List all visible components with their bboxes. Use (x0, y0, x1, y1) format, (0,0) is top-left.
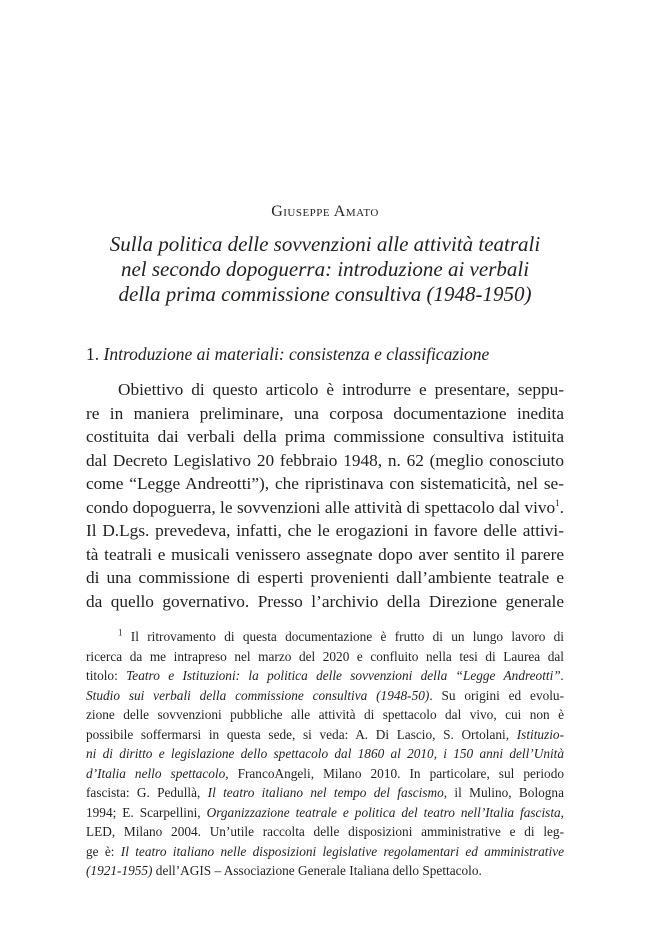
footnote-line: ricerca da me intrapreso nel marzo del 2020 e confluito nella tesi di Laurea dal (86, 648, 564, 664)
cited-title: (1921-1955) (86, 863, 153, 878)
body-line: di una commissione di esperti provenienti dall’ambiente teatrale e (86, 568, 564, 587)
footnote-line: LED, Milano 2004. Un’utile raccolta delle disposizioni amministrative e di leg- (86, 824, 564, 839)
body-line-text: condo dopoguerra, le sovvenzioni alle attività di spettacolo dal vivo (86, 497, 556, 517)
title-line: Sulla politica delle sovvenzioni alle attività teatrali (109, 232, 541, 256)
footnote-text: 1994; E. Scarpellini, (86, 804, 207, 820)
footnote-text: . Su origini ed evolu- (429, 687, 565, 703)
footnote-line (86, 861, 564, 881)
body-line: tà teatrali e musicali venissero assegnate dopo aver sentito il parere (86, 544, 564, 564)
body-line: come “Legge Andreotti”), che ripristinava con sistematicità, nel se- (86, 474, 564, 493)
footnote-text: , FrancoAngeli, Milano 2010. In particolare, sul periodo (225, 765, 564, 781)
footnote-line (86, 666, 564, 686)
footnote-line (86, 686, 564, 706)
footnote-text: fascista: G. Pedullà, (86, 785, 208, 800)
body-line: costituita dai verbali della prima commissione consultiva istituita (86, 427, 564, 446)
article-title (100, 232, 550, 307)
footnote-text: , il Mulino, Bologna (443, 785, 564, 800)
author-name: Giuseppe Amato (271, 203, 379, 220)
section-heading (86, 344, 566, 365)
footnote-line (86, 627, 564, 647)
cited-title: Il teatro italiano nel tempo del fascismo (207, 785, 444, 800)
cited-title: d’Italia nello spettacolo (86, 765, 226, 781)
cited-title: Teatro e Istituzioni: la politica delle sovvenzioni della “Legge Andreotti”. (126, 668, 565, 683)
cited-title: ni di diritto e legislazione dello spettacolo dal 1860 al 2010, i 150 anni dell’Unità (86, 746, 564, 761)
cited-title: Istituzio- (516, 726, 564, 742)
cited-title: Studio sui verbali della commissione consultiva (1948-50) (86, 687, 430, 703)
body-line: dal Decreto Legislativo 20 febbraio 1948, n. 62 (meglio conosciuto (86, 450, 564, 470)
footnote (86, 627, 564, 881)
footnote-text: Il ritrovamento di questa documentazione è frutto di un lungo lavoro di (130, 629, 564, 644)
body-line: Il D.Lgs. prevedeva, infatti, che le erogazioni in favore delle attivi- (86, 521, 564, 540)
footnote-line (86, 744, 564, 764)
body-line-punctuation: . (559, 497, 564, 517)
footnote-text: , (560, 804, 564, 820)
body-line: Obiettivo di questo articolo è introdurre e presentare, seppu- (118, 380, 564, 399)
footnote-line (86, 783, 564, 803)
footnote-text: titolo: (86, 668, 127, 683)
footnote-line: zione delle sovvenzioni pubbliche alle attività di spettacolo dal vivo, cui non è (86, 707, 564, 722)
body-line: re in maniera preliminare, una corposa documentazione inedita (86, 403, 564, 423)
section-heading-text: Introduzione ai materiali: consistenza e classificazione (103, 344, 490, 364)
cited-title: Il teatro italiano nelle disposizioni legislative regolamentari ed amministrative (120, 843, 564, 859)
footnote-marker: 1 (118, 627, 123, 638)
footnote-line (86, 725, 564, 745)
footnote-line (86, 764, 564, 784)
footnote-line (86, 842, 564, 862)
body-paragraph (86, 378, 564, 613)
body-line (86, 496, 564, 520)
footnote-text: ge è: (86, 843, 121, 859)
section-number: 1. (86, 344, 100, 364)
footnote-reference[interactable]: 1 (555, 497, 560, 508)
body-line: da quello governativo. Presso l’archivio della Direzione generale (86, 591, 564, 611)
footnote-text: possibile soffermarsi in questa sede, si veda: A. Di Lascio, S. Ortolani, (86, 726, 517, 742)
title-line: nel secondo dopoguerra: introduzione ai verbali (120, 257, 530, 281)
cited-title: Organizzazione teatrale e politica del teatro nell’Italia fascista (206, 804, 561, 820)
footnote-text: dell’AGIS – Associazione Generale Italiana dello Spettacolo. (152, 863, 482, 878)
footnote-line (86, 803, 564, 823)
title-line: della prima commissione consultiva (1948-1950) (118, 282, 532, 306)
